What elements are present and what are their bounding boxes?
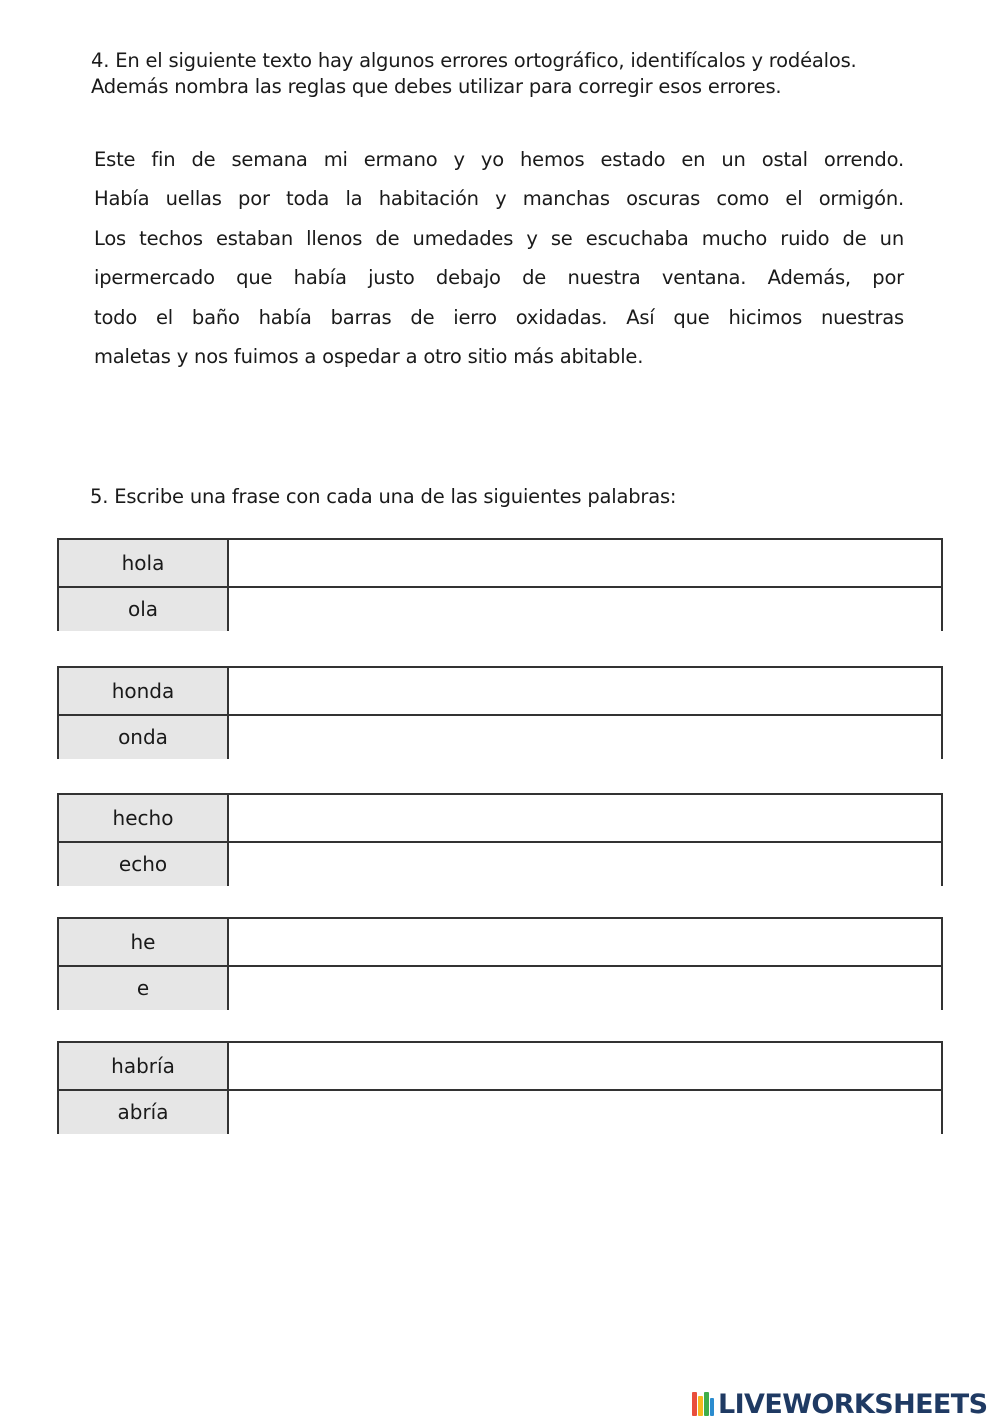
question-4-prompt-line-1: 4. En el siguiente texto hay algunos errores ortográfico, identifícalos y rodéalos. xyxy=(91,49,857,72)
passage-line: Los techos estaban llenos de umedades y se escuchaba mucho ruido de un xyxy=(94,226,904,250)
error-passage xyxy=(94,143,904,379)
question-5-prompt: 5. Escribe una frase con cada una de las siguientes palabras: xyxy=(90,485,677,508)
word-pair-table-hecho-echo xyxy=(57,793,943,886)
word-label: hecho xyxy=(59,795,229,841)
sentence-answer-field[interactable] xyxy=(229,967,941,1011)
word-row xyxy=(59,841,941,887)
word-label: e xyxy=(59,967,229,1011)
sentence-answer-field[interactable] xyxy=(229,540,941,586)
passage-line: ipermercado que había justo debajo de nuestra ventana. Además, por xyxy=(94,266,904,290)
question-4-prompt xyxy=(91,48,951,100)
liveworksheets-brand xyxy=(691,1388,987,1420)
sentence-answer-field[interactable] xyxy=(229,716,941,760)
sentence-answer-field[interactable] xyxy=(229,795,941,841)
sentence-answer-field[interactable] xyxy=(229,1043,941,1089)
word-row xyxy=(59,586,941,632)
sentence-answer-field[interactable] xyxy=(229,843,941,887)
word-label: habría xyxy=(59,1043,229,1089)
word-label: he xyxy=(59,919,229,965)
word-row xyxy=(59,1089,941,1135)
word-row xyxy=(59,1043,941,1089)
word-pair-table-hola-ola xyxy=(57,538,943,631)
word-pair-table-habria-abria xyxy=(57,1041,943,1134)
sentence-answer-field[interactable] xyxy=(229,588,941,632)
question-4-prompt-line-2: Además nombra las reglas que debes utilizar para corregir esos errores. xyxy=(91,75,782,98)
word-label: echo xyxy=(59,843,229,887)
passage-line: Este fin de semana mi ermano y yo hemos estado en un ostal orrendo. xyxy=(94,148,904,171)
passage-line: Había uellas por toda la habitación y manchas oscuras como el ormigón. xyxy=(94,187,904,211)
sentence-answer-field[interactable] xyxy=(229,668,941,714)
word-label: onda xyxy=(59,716,229,760)
passage-line: maletas y nos fuimos a ospedar a otro sitio más abitable. xyxy=(94,344,644,368)
word-label: ola xyxy=(59,588,229,632)
sentence-answer-field[interactable] xyxy=(229,919,941,965)
word-row xyxy=(59,540,941,586)
word-label: hola xyxy=(59,540,229,586)
word-pair-table-he-e xyxy=(57,917,943,1010)
passage-line: todo el baño había barras de ierro oxidadas. Así que hicimos nuestras xyxy=(94,305,904,329)
word-row xyxy=(59,965,941,1011)
sentence-answer-field[interactable] xyxy=(229,1091,941,1135)
word-row xyxy=(59,919,941,965)
word-label: honda xyxy=(59,668,229,714)
word-pair-table-honda-onda xyxy=(57,666,943,759)
word-row xyxy=(59,795,941,841)
word-row xyxy=(59,668,941,714)
word-row xyxy=(59,714,941,760)
liveworksheets-logo-icon xyxy=(691,1390,715,1418)
word-label: abría xyxy=(59,1091,229,1135)
brand-name: LIVEWORKSHEETS xyxy=(718,1388,988,1420)
